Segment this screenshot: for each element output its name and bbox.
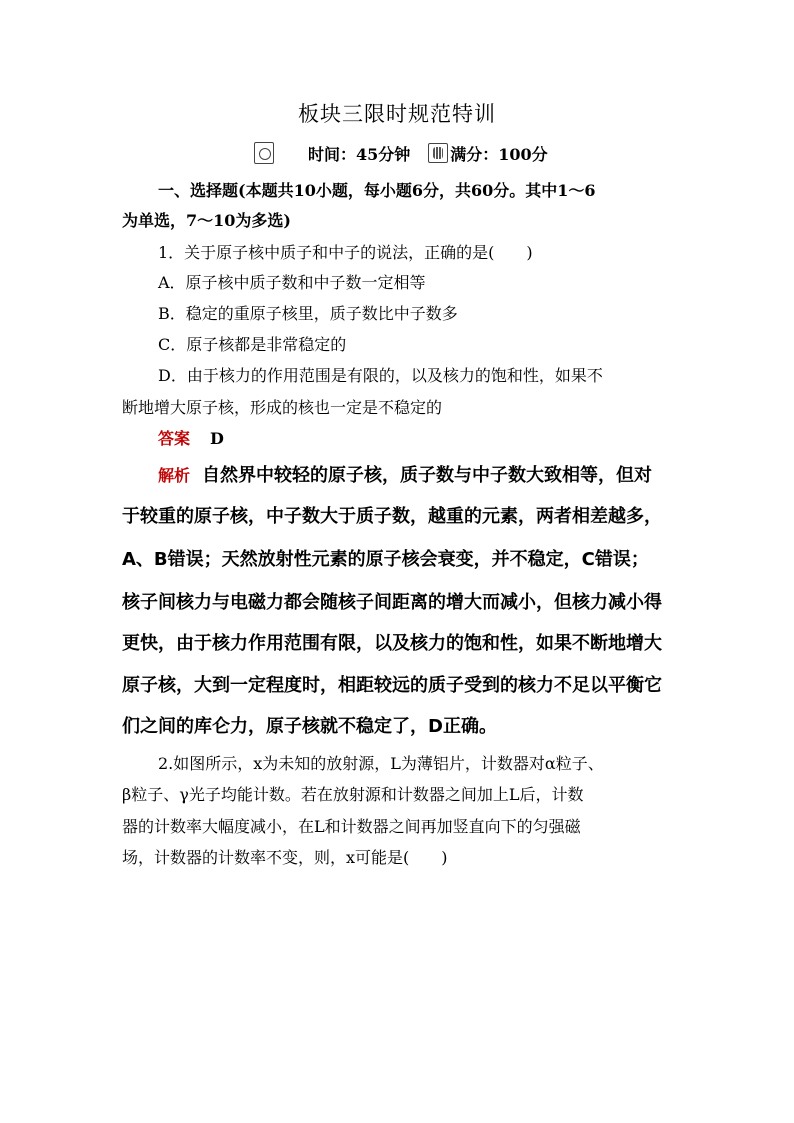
q2-line: 器的计数率大幅度减小，在L和计数器之间再加竖直向下的匀强磁 bbox=[122, 817, 581, 836]
q2-line: β粒子、γ光子均能计数。若在放射源和计数器之间加上L后，计数 bbox=[122, 785, 584, 804]
page-title: 板块三限时规范特训 bbox=[298, 102, 496, 126]
time-limit: 时间：45分钟 bbox=[308, 144, 411, 164]
q2-line: 2.如图所示，x为未知的放射源，L为薄铝片，计数器对α粒子、 bbox=[158, 754, 604, 773]
q1-option-c: C．原子核都是非常稳定的 bbox=[158, 335, 347, 354]
q1-option-b: B．稳定的重原子核里，质子数比中子数多 bbox=[158, 304, 458, 323]
section-heading: 一、选择题(本题共10小题，每小题6分，共60分。其中1～6 bbox=[158, 181, 596, 200]
q1-analysis-line: 原子核，大到一定程度时，相距较远的质子受到的核力不足以平衡它 bbox=[122, 675, 662, 696]
q2-line: 场，计数器的计数率不变，则，x可能是( ) bbox=[122, 848, 448, 867]
q1-option-d-cont: 断地增大原子核，形成的核也一定是不稳定的 bbox=[122, 398, 443, 417]
q1-analysis-line: A、B错误；天然放射性元素的原子核会衰变，并不稳定，C错误； bbox=[122, 549, 649, 570]
q1-stem: 1．关于原子核中质子和中子的说法，正确的是( ) bbox=[158, 243, 533, 262]
section-heading-cont: 为单选，7～10为多选) bbox=[122, 211, 291, 230]
q1-answer bbox=[158, 426, 224, 449]
q1-analysis-line: 于较重的原子核，中子数大于质子数，越重的元素，两者相差越多， bbox=[122, 506, 662, 527]
full-score: 满分：100分 bbox=[450, 144, 548, 164]
q1-analysis-line: 们之间的库仑力，原子核就不稳定了，D正确。 bbox=[122, 716, 497, 737]
q1-analysis-line bbox=[158, 461, 652, 487]
answer-value: D bbox=[210, 429, 224, 448]
exam-meta bbox=[254, 140, 548, 166]
answer-label: 答案 bbox=[158, 429, 191, 448]
analysis-text: 自然界中较轻的原子核，质子数与中子数大致相等，但对 bbox=[202, 465, 653, 486]
q1-option-d: D．由于核力的作用范围是有限的，以及核力的饱和性，如果不 bbox=[158, 366, 603, 385]
q1-analysis-line: 更快，由于核力作用范围有限，以及核力的饱和性，如果不断地增大 bbox=[122, 633, 662, 654]
score-icon bbox=[428, 143, 448, 163]
q1-analysis-line: 核子间核力与电磁力都会随核子间距离的增大而减小，但核力减小得 bbox=[122, 592, 662, 613]
q1-option-a: A．原子核中质子数和中子数一定相等 bbox=[158, 273, 426, 292]
analysis-label: 解析 bbox=[158, 466, 191, 485]
clock-icon bbox=[254, 142, 274, 164]
